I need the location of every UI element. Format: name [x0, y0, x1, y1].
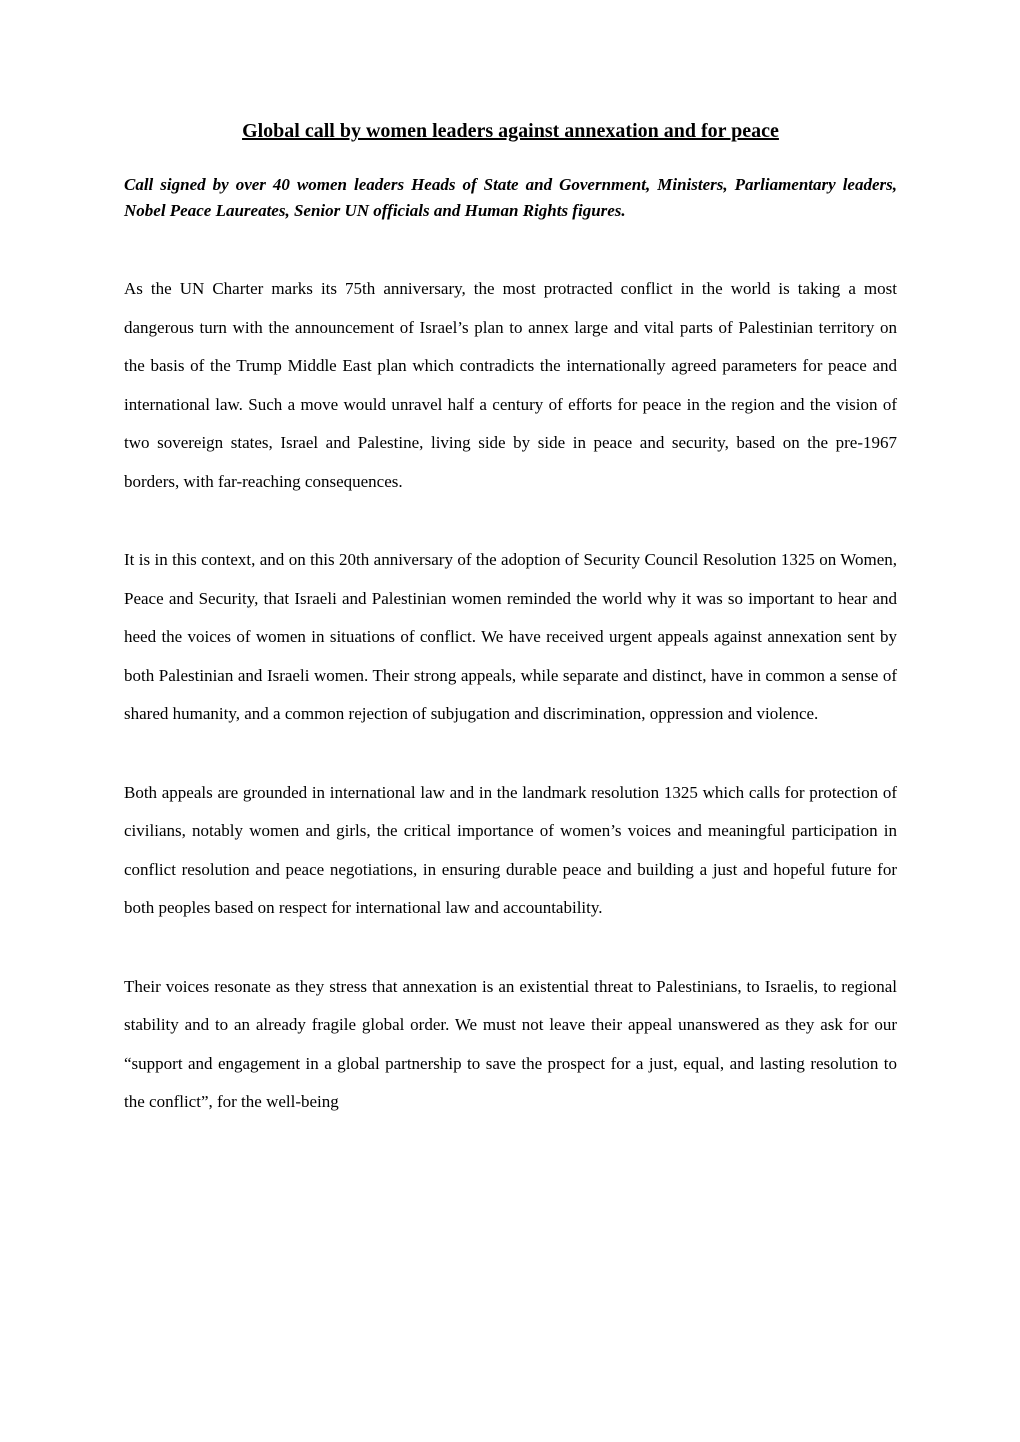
paragraph-4: Their voices resonate as they stress that annexation is an existential threat to Palestinians, to Israelis, to regional stability and to an already fragile global order. We must not leave their appeal unanswered as they ask for our “support and engagement in a global partnership to save the prospect for a just, equal, and lasting resolution to the conflict”, for the well-being [124, 976, 897, 1111]
paragraph-1: As the UN Charter marks its 75th anniversary, the most protracted conflict in the world is taking a most dangerous turn with the announcement of Israel’s plan to annex large and vital parts of Palestinian territory on the basis of the Trump Middle East plan which contradicts the internationally agreed parameters for peace and international law. Such a move would unravel half a century of efforts for peace in the region and the vision of two sovereign states, Israel and Palestine, living side by side in peace and security, based on the pre-1967 borders, with far-reaching consequences. [124, 279, 897, 491]
document-title: Global call by women leaders against annexation and for peace [242, 120, 779, 142]
document-subtitle: Call signed by over 40 women leaders Heads of State and Government, Ministers, Parliamentary leaders, Nobel Peace Laureates, Senior UN officials and Human Rights figures. [124, 175, 897, 220]
paragraph-3: Both appeals are grounded in international law and in the landmark resolution 1325 which calls for protection of civilians, notably women and girls, the critical importance of women’s voices and meaningful participation in conflict resolution and peace negotiations, in ensuring durable peace and building a just and hopeful future for both peoples based on respect for international law and accountability. [124, 782, 897, 917]
paragraph-2: It is in this context, and on this 20th anniversary of the adoption of Security Council Resolution 1325 on Women, Peace and Security, that Israeli and Palestinian women reminded the world why it was so important to hear and heed the voices of women in situations of conflict. We have received urgent appeals against annexation sent by both Palestinian and Israeli women. Their strong appeals, while separate and distinct, have in common a sense of shared humanity, and a common rejection of subjugation and discrimination, oppression and violence. [124, 550, 897, 723]
